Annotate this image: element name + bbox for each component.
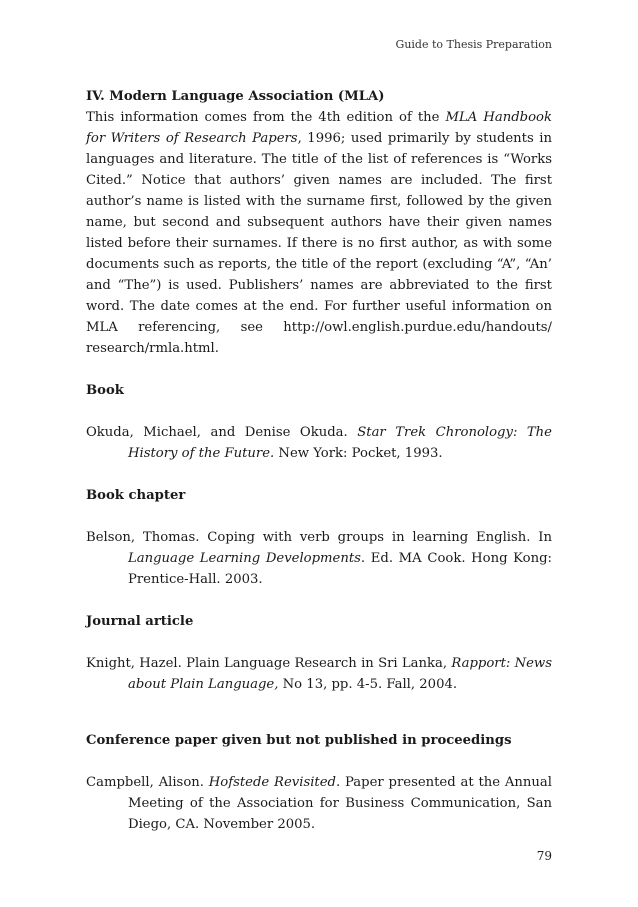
ref-text: New York: Pocket, 1993. <box>274 446 443 461</box>
section-title: IV. Modern Language Association (MLA) <box>86 89 385 104</box>
ref-text: Campbell, Alison. <box>86 775 209 790</box>
subhead-book: Book <box>86 383 124 398</box>
intro-text-start: This information comes from the 4th edition of the <box>86 110 446 125</box>
intro-text-rest: , 1996; used primarily by students in languages and literature. The title of the list of references is “Works Cited.” Notice that authors’ given names are included. The first author’s name is listed with the surname first, followed by the given name, but second and subsequent authors have their given names listed before their surnames. If there is no first author, as with some documents such as reports, the title of the report (excluding “A”, “An’ and “The”) is used. Publishers’ names are abbreviated to the first word. The date comes at the end. For further useful information on MLA referencing, see http://owl.english.purdue.edu/handouts/ research/rmla.html. <box>86 131 552 356</box>
reference-journal-article <box>86 653 552 695</box>
ref-text: Ed. MA Cook. Hong Kong: Prentice-Hall. 2003. <box>128 551 552 587</box>
page-content <box>86 86 552 835</box>
ref-text: Paper presented at the Annual Meeting of the Association for Business Communication, San Diego, CA. November 2005. <box>128 775 552 832</box>
ref-italic-title: Rapport: News about Plain Language, <box>128 656 552 692</box>
ref-italic-title: Language Learning Developments. <box>128 551 366 566</box>
reference-book-chapter <box>86 527 552 590</box>
handbook-title: MLA Handbook for Writers of Research Papers <box>86 110 552 146</box>
ref-text: Belson, Thomas. Coping with verb groups in learning English. In <box>86 530 552 545</box>
reference-conference-paper <box>86 772 552 835</box>
ref-text: Okuda, Michael, and Denise Okuda. <box>86 425 358 440</box>
reference-book <box>86 422 552 464</box>
subhead-conference-paper: Conference paper given but not published in proceedings <box>86 733 512 748</box>
page-number: 79 <box>536 849 552 863</box>
subhead-book-chapter: Book chapter <box>86 488 186 503</box>
subhead-journal-article: Journal article <box>86 614 194 629</box>
ref-text: No 13, pp. 4-5. Fall, 2004. <box>278 677 458 692</box>
ref-italic-title: Star Trek Chronology: The History of the Future. <box>128 425 552 461</box>
running-header: Guide to Thesis Preparation <box>395 38 552 51</box>
ref-text: Knight, Hazel. Plain Language Research in Sri Lanka, <box>86 656 452 671</box>
section-intro <box>86 107 552 359</box>
ref-italic-title: Hofstede Revisited. <box>208 775 341 790</box>
